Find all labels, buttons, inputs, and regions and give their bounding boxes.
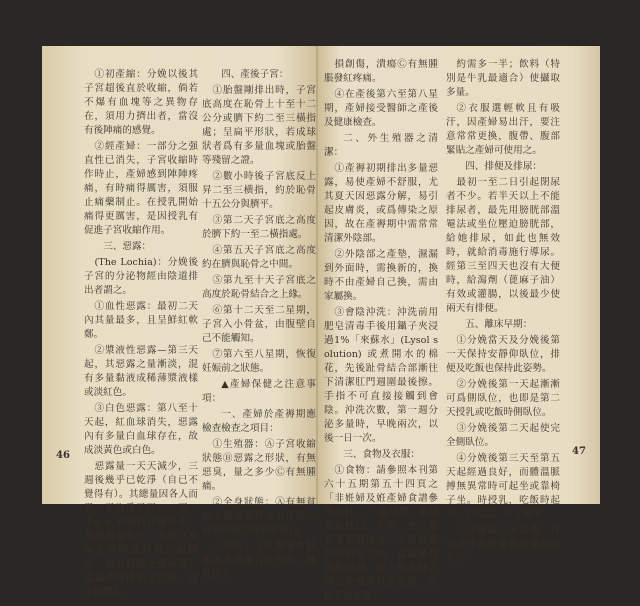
paragraph: ⑤第九至十天子宮底之高度於恥骨結合之上緣。 — [202, 275, 316, 300]
paragraph: 一、產婦於產褥期應檢查檢查之項目： — [202, 409, 316, 434]
page-number-right: 47 — [572, 446, 586, 457]
paragraph: ③第二天子宮底之高度於臍下約一至二橫指處。 — [202, 215, 316, 240]
paragraph: ①分娩當天及分娩後第一天保持安靜仰臥位，排便及吃飯也保持此姿勢。 — [446, 335, 560, 374]
paragraph: ①食物：請參照本刊第六十五期第五十四頁之「非姙婦及姙產婦食譜參考資料」。一般早期，最初開始飲口，牛奶、粥、蛋黃等易消化者；平常習慣所吃的混合物，食量隨其食慾增減，因一般產婦之部分營養需供給乳兒，故比平常食量 — [324, 465, 438, 602]
paragraph: 損創傷，潰瘍Ⓒ有無腫脹發紅疼痛。 — [324, 59, 438, 84]
paragraph: 約需多一半；飲料（特別是牛乳最適合）使攝取多量。 — [446, 59, 560, 98]
paragraph: ④第五天子宮底之高度約在臍與恥骨之中間。 — [202, 245, 316, 270]
left-page-column-2 — [202, 68, 316, 584]
paragraph: ③會陰沖洗：沖洗前用肥皂清毒手後用鑷子夾浸過1%「來蘇水」(Lysol solution) 或煮開水的棉花，先後趾骨結合部漸往下清潔肛門週圍最後擦。手指不可直接接觸到會陰。沖洗次數，第一週分泌多量時，早晚兩次，以後一日一次。 — [324, 307, 438, 444]
page-number-left: 46 — [56, 450, 70, 461]
paragraph: ②數小時後子宮底反上昇二至三横指，約於恥骨十五公分與臍平。 — [202, 171, 316, 210]
paragraph: ②衣服選輕軟且有吸汗，因產婦易出汗，要注意常常更換，腹帶、腹部緊貼之產婦可使用之。 — [446, 103, 560, 156]
left-page-column-1 — [84, 68, 198, 602]
paragraph: ②全身狀態：Ⓐ有無貧血Ⓑ體溫脈搏是否正常Ⓒ有無浮腫Ⓓ有無尿蛋白。 — [202, 497, 316, 536]
paragraph: ③分娩後第二天起使完全側臥位。 — [446, 423, 560, 448]
paragraph: ②經產婦：一部分之强直性已消失，子宮收縮時作時止，產婦感到陣陣疼痛，有時痛得厲害，須服止痛藥制止。在授乳開始痛得更厲害，是因授乳有促進子宮收縮作用。 — [84, 141, 198, 236]
paragraph: ②漿液性惡露—第三天起，其惡露之量漸淡，混有多量黏液成稀薄漿液樣或淡紅色。 — [84, 345, 198, 398]
paragraph: ①初產縮：分娩以後其子宮超後直於收縮，倘若不爆有血塊等之異物存在，須用力擠出者，當沒有後陣痛的感覺。 — [84, 69, 198, 136]
paragraph: ⑤分娩第六天以後，可完全任產婦隨意在家庭內步行。 — [446, 525, 560, 564]
paragraph: 二、外生殖器之清潔： — [324, 133, 438, 158]
right-page — [318, 46, 600, 602]
paragraph: ②分娩後第一天起漸漸可爲側臥位，也即是第二天授乳或吃飯時側臥位。 — [446, 379, 560, 418]
paragraph: ②外陰部之產墊，濕漏到外面時，需換新的，換時不由產婦自己換，需由家屬換。 — [324, 249, 438, 302]
paragraph: ①生殖器：Ⓐ子宮收縮狀態Ⓑ惡露之形狀，有無惡臭，量之多少Ⓒ有無腫痛。 — [202, 439, 316, 492]
paragraph: ④在產後第六至第八星期，產婦接受醫師之產後及健康檢查。 — [324, 89, 438, 128]
paragraph: ④分娩後第三天至第五天起經過良好，而體溫脈搏無異常時可起坐或靠椅子坐。時授乳，吃飯時起坐，近的話，可上廁所。 — [446, 453, 560, 520]
right-page-column-1 — [324, 58, 438, 606]
paragraph: ⑦第六至八星期，恢復妊娠前之狀態。 — [202, 349, 316, 374]
paragraph: 三、惡露： — [103, 241, 152, 252]
paragraph: ③白色惡露：第八至十天起，紅血球消失，惡露內有多量白血球存在，故成淡黃色或白色。 — [84, 403, 198, 456]
paragraph: 五、離床早期： — [465, 319, 533, 330]
paragraph: ①產褥初期排出多量惡露，易使產婦不舒服，尤其夏天因惡露分解，易引起皮膚炎，或爲傳染之原因，故在產褥期中需常常清潔外陰部。 — [324, 163, 438, 244]
paragraph: ▲產婦保健之注意事項： — [202, 379, 316, 404]
left-page — [42, 46, 318, 598]
paragraph: 四、排便及排尿： — [465, 161, 542, 172]
paragraph: ①血性惡露：最初二天內其量最多，且呈鮮紅軟鄭。 — [84, 301, 198, 340]
right-page-column-2 — [446, 58, 560, 568]
paragraph: (The Lochia)：分娩後子宮的分泌物經由陰道排出者謂之。 — [84, 257, 198, 296]
paragraph: 三、食物及衣服： — [343, 449, 420, 460]
paragraph: 惡露量一天天減少，三週後幾乎已乾淨（自已不覺得有）。其總量因各人而異，平均爲五百c. c.至一千c. c.若親自行哺乳者，其惡露量較少。惡露之臭味正常時爲特別之血腥味。如有腐敗之臭味者，常爲產後傳染之症狀，得求助醫生。 — [84, 461, 198, 598]
paragraph: 四、產後子宮： — [221, 69, 289, 80]
paragraph: ①胎盤剛排出時，子宮底高度在恥骨上十至十二公分或臍下約二至三橫指處；呈扁平形狀，若成球狀者爲有多量血塊或胎盤等殘留之證。 — [202, 85, 316, 166]
paragraph: ⑥第十二天至二星期，子宮入小骨盆，由腹壁自己不能觸知。 — [202, 305, 316, 344]
paragraph: ③乳房：Ⓐ乳腺發育狀態Ⓑ乳頭適合於授乳，哺乳否有 — [202, 541, 316, 580]
paragraph: 最初一至二日引起閉尿者不少。若半天以上不能排尿者，最先用膀胱部溫罨法或坐位壓迫膀胱部，給她排尿，如此也無效時，就給消毒施行導尿。經第三至四天也沒有大便時，給瀉劑（蓖麻子油）有效或灌腸，以後最少使兩天有排便。 — [446, 177, 560, 314]
